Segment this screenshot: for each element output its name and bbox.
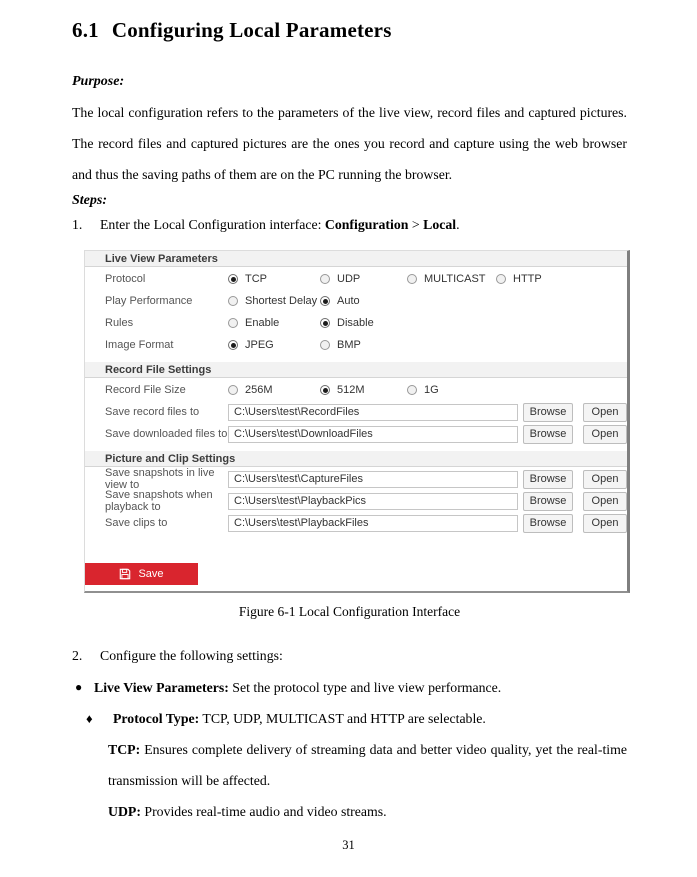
sub-item-text: Protocol Type: TCP, UDP, MULTICAST and HTTP are selectable. [113, 711, 486, 726]
radio-disable[interactable] [320, 318, 330, 328]
radio-label: 256M [245, 384, 273, 396]
form-row-play-performance [85, 291, 627, 311]
form-row-save-downloaded-files [85, 424, 627, 444]
radio-label: Auto [337, 295, 360, 307]
step-1-number: 1. [72, 217, 83, 232]
bullet-item-live-view-parameters [72, 672, 627, 703]
record-files-path-input[interactable] [228, 404, 518, 421]
radio-label: Disable [337, 317, 374, 329]
capture-files-path-input[interactable] [228, 471, 518, 488]
steps-label: Steps: [72, 193, 107, 208]
section-header: Record File Settings [85, 362, 627, 378]
radio-label: 512M [337, 384, 365, 396]
step-1-text: Enter the Local Configuration interface: Configuration > Local. [100, 217, 460, 232]
bullet-marker: ● [75, 680, 83, 694]
field-label: Save clips to [105, 517, 168, 529]
form-row-save-clips [85, 513, 627, 533]
field-label: Save snapshots in live view to [105, 467, 215, 491]
radio-1g[interactable] [407, 385, 417, 395]
radio-label: JPEG [245, 339, 274, 351]
section-header: Live View Parameters [85, 251, 627, 267]
section-picture-clip-settings [85, 451, 627, 540]
form-row-protocol [85, 269, 627, 289]
radio-label: BMP [337, 339, 361, 351]
page-number: 31 [342, 838, 355, 852]
open-button[interactable]: Open [583, 403, 627, 422]
section-live-view-parameters [85, 251, 627, 362]
open-button[interactable]: Open [583, 470, 627, 489]
section-header: Picture and Clip Settings [85, 451, 627, 467]
form-row-save-snapshots-playback [85, 491, 627, 511]
form-row-save-snapshots-live [85, 469, 627, 489]
step-2 [72, 641, 627, 671]
sub-item-protocol-type [72, 703, 627, 734]
heading-title: Configuring Local Parameters [111, 18, 392, 42]
radio-label: HTTP [513, 273, 542, 285]
radio-bmp[interactable] [320, 340, 330, 350]
radio-shortest-delay[interactable] [228, 296, 238, 306]
purpose-paragraph: The local configuration refers to the parameters of the live view, record files and captured pictures. The record files and captured pictures are the ones you record and capture using the web browser and thus the saving paths of them are on the PC running the browser. [72, 105, 627, 182]
radio-256m[interactable] [228, 385, 238, 395]
radio-label: TCP [245, 273, 267, 285]
field-label: Save snapshots when playback to [105, 489, 213, 513]
local-configuration-panel [84, 250, 630, 593]
radio-enable[interactable] [228, 318, 238, 328]
radio-http[interactable] [496, 274, 506, 284]
section-record-file-settings [85, 362, 627, 451]
field-label: Image Format [105, 339, 174, 351]
radio-label: Enable [245, 317, 280, 329]
open-button[interactable]: Open [583, 425, 627, 444]
browse-button[interactable]: Browse [523, 470, 573, 489]
heading-number: 6.1 [72, 18, 99, 42]
form-row-rules [85, 313, 627, 333]
radio-512m[interactable] [320, 385, 330, 395]
step-1 [72, 210, 627, 240]
udp-description: UDP: Provides real-time audio and video streams. [108, 804, 387, 819]
open-button[interactable]: Open [583, 492, 627, 511]
radio-label: 1G [424, 384, 439, 396]
playback-files-path-input[interactable] [228, 515, 518, 532]
radio-auto[interactable] [320, 296, 330, 306]
field-label: Play Performance [105, 295, 193, 307]
save-button-label: Save [138, 568, 164, 580]
radio-tcp[interactable] [228, 274, 238, 284]
open-button[interactable]: Open [583, 514, 627, 533]
radio-udp[interactable] [320, 274, 330, 284]
field-label: Protocol [105, 273, 146, 285]
browse-button[interactable]: Browse [523, 403, 573, 422]
playback-pics-path-input[interactable] [228, 493, 518, 510]
diamond-marker: ♦ [86, 711, 93, 726]
field-label: Rules [105, 317, 134, 329]
browse-button[interactable]: Browse [523, 425, 573, 444]
figure-caption: Figure 6-1 Local Configuration Interface [238, 604, 461, 619]
bullet-text: Live View Parameters: Set the protocol type and live view performance. [94, 680, 502, 695]
field-label: Record File Size [105, 384, 186, 396]
browse-button[interactable]: Browse [523, 492, 573, 511]
section-heading [72, 18, 627, 43]
tcp-description: TCP: Ensures complete delivery of streaming data and better video quality, yet the real-time transmission will be affected. [108, 742, 627, 788]
step-2-number: 2. [72, 648, 83, 663]
form-row-record-file-size [85, 380, 627, 400]
radio-multicast[interactable] [407, 274, 417, 284]
form-row-save-record-files [85, 402, 627, 422]
radio-label: UDP [337, 273, 361, 285]
radio-label: Shortest Delay [245, 295, 318, 307]
radio-jpeg[interactable] [228, 340, 238, 350]
download-files-path-input[interactable] [228, 426, 518, 443]
field-label: Save downloaded files to [105, 428, 228, 440]
save-icon [119, 568, 131, 580]
form-row-image-format [85, 335, 627, 355]
browse-button[interactable]: Browse [523, 514, 573, 533]
save-button[interactable] [85, 563, 198, 585]
radio-label: MULTICAST [424, 273, 486, 285]
field-label: Save record files to [105, 406, 200, 418]
step-2-text: Configure the following settings: [100, 648, 283, 663]
purpose-label: Purpose: [72, 74, 125, 89]
